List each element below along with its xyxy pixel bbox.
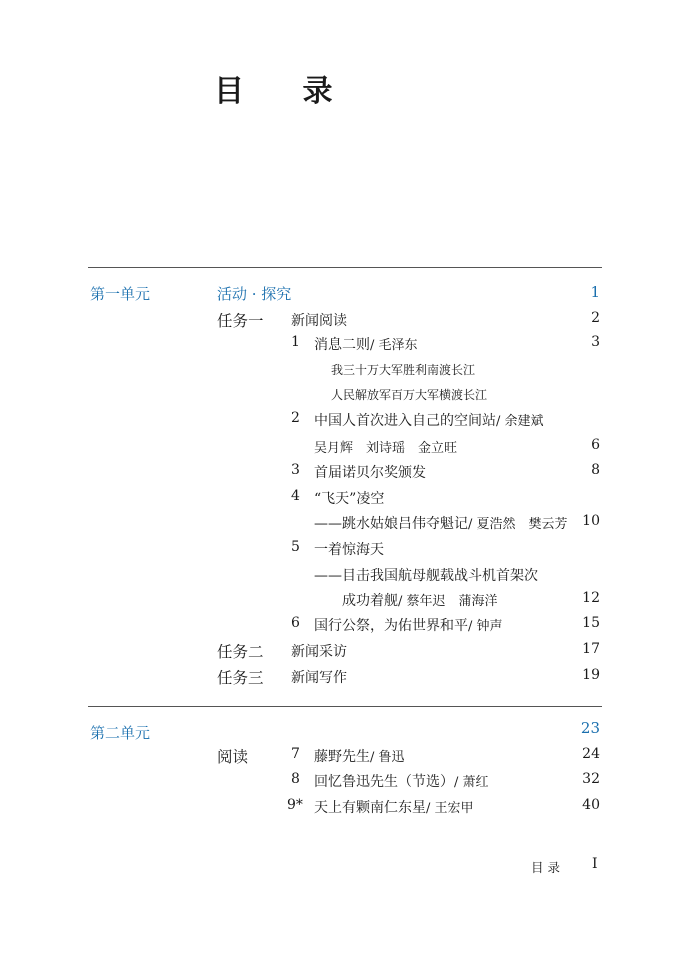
task3-name[interactable]: 新闻写作 <box>291 670 347 686</box>
lesson9-title-text: 天上有颗南仁东星 <box>314 800 426 816</box>
lesson2-num: 2 <box>291 410 300 426</box>
unit2-label[interactable]: 第二单元 <box>90 724 151 742</box>
lesson8-num: 8 <box>291 771 300 787</box>
lesson2-title[interactable] <box>314 410 544 430</box>
lesson1-page: 3 <box>591 334 600 350</box>
lesson1-author: / 毛泽东 <box>370 338 418 353</box>
lesson1-num: 1 <box>291 334 300 350</box>
lesson7-num: 7 <box>291 746 300 762</box>
lesson4-page: 10 <box>582 513 600 529</box>
lesson5-num: 5 <box>291 539 300 555</box>
task1-name[interactable]: 新闻阅读 <box>291 313 347 329</box>
lesson9-page: 40 <box>582 797 600 813</box>
lesson9-num: 9* <box>287 797 303 813</box>
lesson1-sub2[interactable]: 人民解放军百万大军横渡长江 <box>331 388 488 402</box>
lesson5-subtitle2[interactable] <box>342 590 498 610</box>
task2-label[interactable]: 任务二 <box>217 643 264 661</box>
lesson2-page: 6 <box>591 437 600 453</box>
unit1-section[interactable]: 活动 · 探究 <box>217 285 292 303</box>
lesson1-sub1[interactable]: 我三十万大军胜利南渡长江 <box>331 363 476 377</box>
lesson9-title[interactable] <box>314 797 474 817</box>
lesson8-page: 32 <box>582 771 600 787</box>
lesson2-authors-line2: 吴月辉 刘诗瑶 金立旺 <box>314 441 458 456</box>
lesson3-title[interactable]: 首届诺贝尔奖颁发 <box>314 465 426 481</box>
unit2-page: 23 <box>580 719 600 737</box>
lesson6-author: / 钟声 <box>468 619 503 634</box>
unit1-section-page: 1 <box>590 283 600 301</box>
page-title: 目 录 <box>214 74 357 109</box>
lesson5-author: / 蔡年迟 蒲海洋 <box>398 594 498 609</box>
unit1-label[interactable]: 第一单元 <box>90 285 151 303</box>
lesson8-title-text: 回忆鲁迅先生（节选） <box>314 774 454 790</box>
lesson7-page: 24 <box>582 746 600 762</box>
task2-page: 17 <box>582 641 600 657</box>
lesson3-num: 3 <box>291 462 300 478</box>
lesson6-title-text: 国行公祭，为佑世界和平 <box>314 618 468 634</box>
lesson8-title[interactable] <box>314 771 489 791</box>
unit2-reading-label[interactable]: 阅读 <box>217 748 249 766</box>
task3-label[interactable]: 任务三 <box>217 669 264 687</box>
divider-top <box>88 267 602 268</box>
divider-middle <box>88 706 602 707</box>
lesson2-author: / 余建斌 <box>496 414 544 429</box>
lesson6-page: 15 <box>582 615 600 631</box>
lesson5-sub2-text: 成功着舰 <box>342 593 398 609</box>
footer-page-number: I <box>592 856 598 872</box>
lesson1-title[interactable] <box>314 334 418 354</box>
lesson4-author: / 夏浩然 樊云芳 <box>468 517 568 532</box>
lesson6-num: 6 <box>291 615 300 631</box>
lesson5-subtitle[interactable]: ——目击我国航母舰载战斗机首架次 <box>314 568 538 584</box>
lesson4-sub-text: ——跳水姑娘吕伟夺魁记 <box>314 516 468 532</box>
lesson5-page: 12 <box>582 590 600 606</box>
lesson7-title[interactable] <box>314 746 405 766</box>
footer-label: 目 录 <box>531 860 560 875</box>
lesson6-title[interactable] <box>314 615 503 635</box>
lesson7-title-text: 藤野先生 <box>314 749 370 765</box>
lesson1-title-text: 消息二则 <box>314 337 370 353</box>
lesson5-title[interactable]: 一着惊海天 <box>314 542 384 558</box>
lesson4-subtitle[interactable] <box>314 513 568 533</box>
lesson2-title-text: 中国人首次进入自己的空间站 <box>314 413 496 429</box>
lesson9-author: / 王宏甲 <box>426 801 474 816</box>
task3-page: 19 <box>582 667 600 683</box>
lesson3-page: 8 <box>591 462 600 478</box>
task2-name[interactable]: 新闻采访 <box>291 644 347 660</box>
lesson4-title[interactable]: “飞天”凌空 <box>314 491 385 507</box>
lesson8-author: / 萧红 <box>454 775 489 790</box>
task1-page: 2 <box>591 310 600 326</box>
task1-label[interactable]: 任务一 <box>217 312 264 330</box>
lesson4-num: 4 <box>291 488 300 504</box>
lesson7-author: / 鲁迅 <box>370 750 405 765</box>
